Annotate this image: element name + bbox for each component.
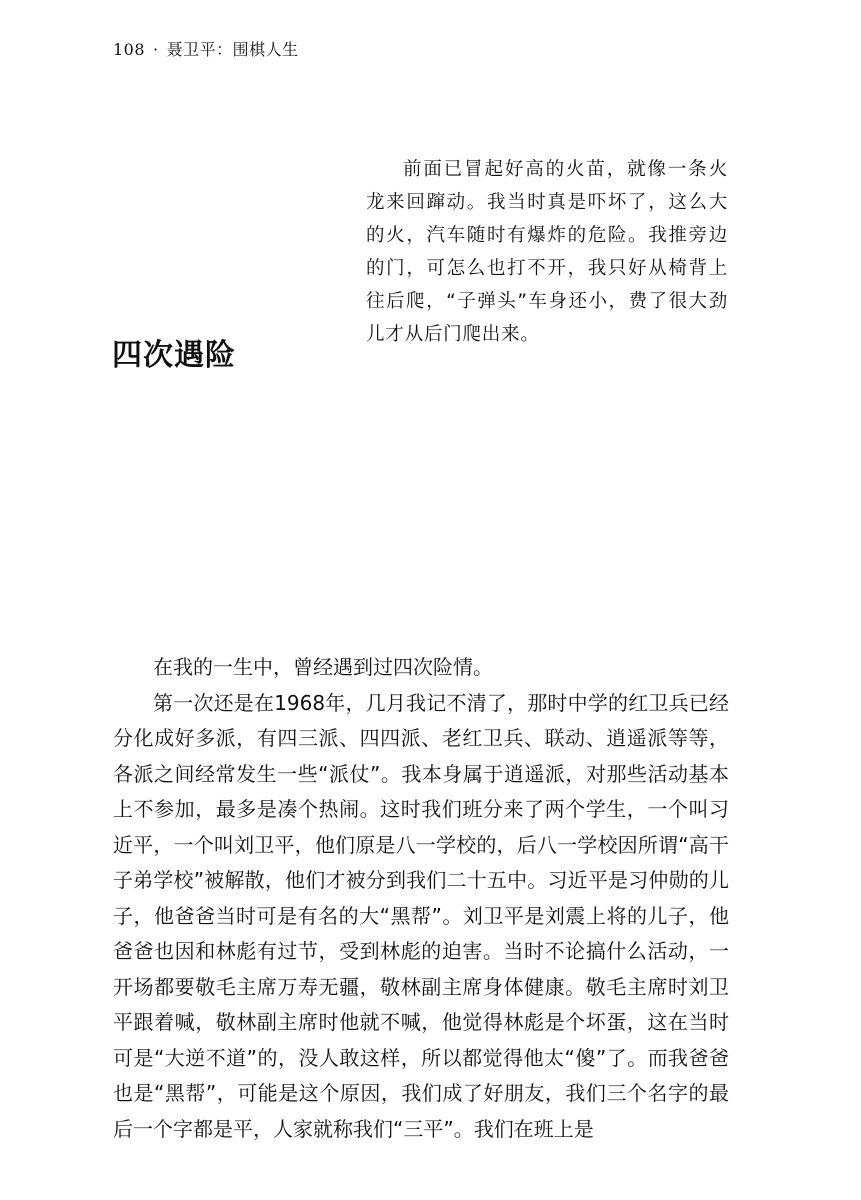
- section-title: 四次遇险: [112, 338, 236, 373]
- quote-paragraph: 前面已冒起好高的火苗，就像一条火龙来回蹿动。我当时真是吓坏了，这么大的火，汽车随时有爆炸的危险。我推旁边的门，可怎么也打不开，我只好从椅背上往后爬，“子弹头”车身还小，费了很大劲儿才从后门爬出来。: [366, 159, 728, 345]
- page-number: 108: [113, 40, 146, 59]
- body-text: [113, 650, 729, 1147]
- quoted-passage: [366, 153, 728, 351]
- body-paragraph-2: 第一次还是在1968年，几月我记不清了，那时中学的红卫兵已经分化成好多派，有四三派、四四派、老红卫兵、联动、逍遥派等等，各派之间经常发生一些“派仗”。我本身属于逍遥派，对那些活动基本上不参加，最多是凑个热闹。这时我们班分来了两个学生，一个叫习近平，一个叫刘卫平，他们原是八一学校的，后八一学校因所谓“高干子弟学校”被解散，他们才被分到我们二十五中。习近平是习仲勋的儿子，他爸爸当时可是有名的大“黑帮”。刘卫平是刘震上将的儿子，他爸爸也因和林彪有过节，受到林彪的迫害。当时不论搞什么活动，一开场都要敬毛主席万寿无疆，敬林副主席身体健康。敬毛主席时刘卫平跟着喊，敬林副主席时他就不喊，他觉得林彪是个坏蛋，这在当时可是“大逆不道”的，没人敢这样，所以都觉得他太“傻”了。而我爸爸也是“黑帮”，可能是这个原因，我们成了好朋友，我们三个名字的最后一个字都是平，人家就称我们“三平”。我们在班上是: [113, 690, 729, 1141]
- running-header: [113, 40, 299, 60]
- body-paragraph-1: 在我的一生中，曾经遇到过四次险情。: [153, 655, 493, 679]
- book-title: 聂卫平：围棋人生: [166, 40, 299, 59]
- header-separator: ·: [153, 40, 159, 59]
